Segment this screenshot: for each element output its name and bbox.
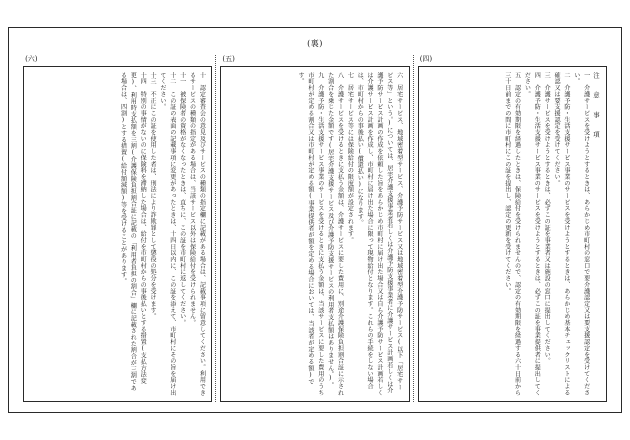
panel-four-text: [424, 72, 601, 396]
note-item-6: 六 居宅サービス、地域密着型サービス、介護予防サービス又は地域密着型介護予防サービス(以下「居宅サービス等」という。)については、居宅介護支援事業者若しくは介護予防支援事業者に介護サービス計画若しくは介護予防サービス計画の作成を依頼した旨をあらかじめ市町村に届け出た場合又は自ら介護予防サービス計画若しくは介護サービス計画を作成し、市町村に届け出た場合に限って現物給付となります。これらの手続をしない場合は、市町村からの事後払い(償還払い)になります。: [356, 72, 403, 396]
panel-five-label: (五): [222, 55, 235, 63]
note-item-12: 十二 この証の表面の記載事項に変更があったときは、十四日以内に、この証を添えて、市町村にその旨を届け出てください。: [158, 72, 176, 396]
panel-six-box: [23, 66, 212, 402]
cut-line-right-five: [413, 55, 414, 402]
panel-four-label: (四): [419, 55, 433, 63]
panel-six-label: (六): [25, 55, 38, 63]
note-item-8: 八 介護サービスを受けるときに支払う金額は、介護サービスに要した費用に、別途介護保険負担割合証に示された割合を乗じた金額です(居宅介護支援サービス及び介護予防支援サービスの利用者支払額はありません。)。: [326, 72, 344, 396]
panel-six: [19, 55, 216, 402]
panel-row: [19, 55, 611, 402]
note-item-4: 四 介護予防・生活支援サービス事業のサービスを受けようとするときは、必ずこの証を事業提供者に提出してください。: [523, 72, 541, 396]
panel-four-box: [418, 66, 607, 402]
note-item-7: 七 居宅サービス等には保険給付の限度額が設定されます。: [346, 72, 354, 244]
note-item-14: 十四 特別の事情がないのに保険料を滞納した場合は、給付を市町村からの事後払いとする措置(支払方法変更)、利用時支払額を三割(介護保険負担割合証に記載の「利用者負担の割合」欄に記載された割合が三割である場合は、四割)とする措置(給付額減額)等を受けることがあります。: [119, 72, 147, 392]
note-item-1: 一 介護サービスを受けようとするときは、あらかじめ市町村の窓口で要介護認定又は要支援認定を受けてください。: [572, 72, 590, 396]
notes-heading: 注 意 事 項: [592, 72, 600, 140]
note-item-10: 十 認定審査会の意見及びサービスの種類の指定欄に記載がある場合は、記載事項に留意してください。利用できるサービスの種類の指定がある場合は、当該サービス以外は保険給付を受けられません。: [188, 72, 206, 396]
note-item-11: 十一 被保険者の資格がなくなったときは、直ちに、この証を市町村に返してください。: [178, 72, 186, 326]
panel-five: [216, 55, 413, 402]
panel-six-text: [29, 72, 206, 396]
cut-line-right-six: [215, 55, 216, 402]
sheet-side-label: (裏): [307, 39, 323, 48]
panel-four: [414, 55, 611, 402]
panel-five-box: [220, 66, 409, 402]
note-item-9: 九 介護予防・生活支援サービス事業のサービスを受けるときに支払う金額は、当該サービスに要した費用のうち市町村が定める割合又は市町村が定める額(事業提供者が額を定める場合においては、当該者が定める額)です。: [297, 72, 324, 396]
note-item-5: 五 認定の有効期限を経過したときは、保険給付を受けられませんので、認定の有効期限を経過する六十日前から三十日前までの間に市町村にこの証を提出し、認定の更新を受けてください。: [503, 72, 521, 396]
note-item-2: 二 介護予防・生活支援サービス事業のサービスを受けようとするときは、あらかじめ基本チェックリストによる確認又は要支援認定を受けてください。: [553, 72, 570, 396]
note-item-13: 十三 不正にこの証を使用した者は、刑法により詐欺罪として懲役の処分を受けます。: [149, 72, 157, 320]
document-page: [8, 27, 622, 413]
panel-five-text: [226, 72, 403, 396]
note-item-3: 三 介護サービスを受けようとするときは、必ずこの証を事業者又は施設の窓口に提出してください。: [543, 72, 551, 365]
